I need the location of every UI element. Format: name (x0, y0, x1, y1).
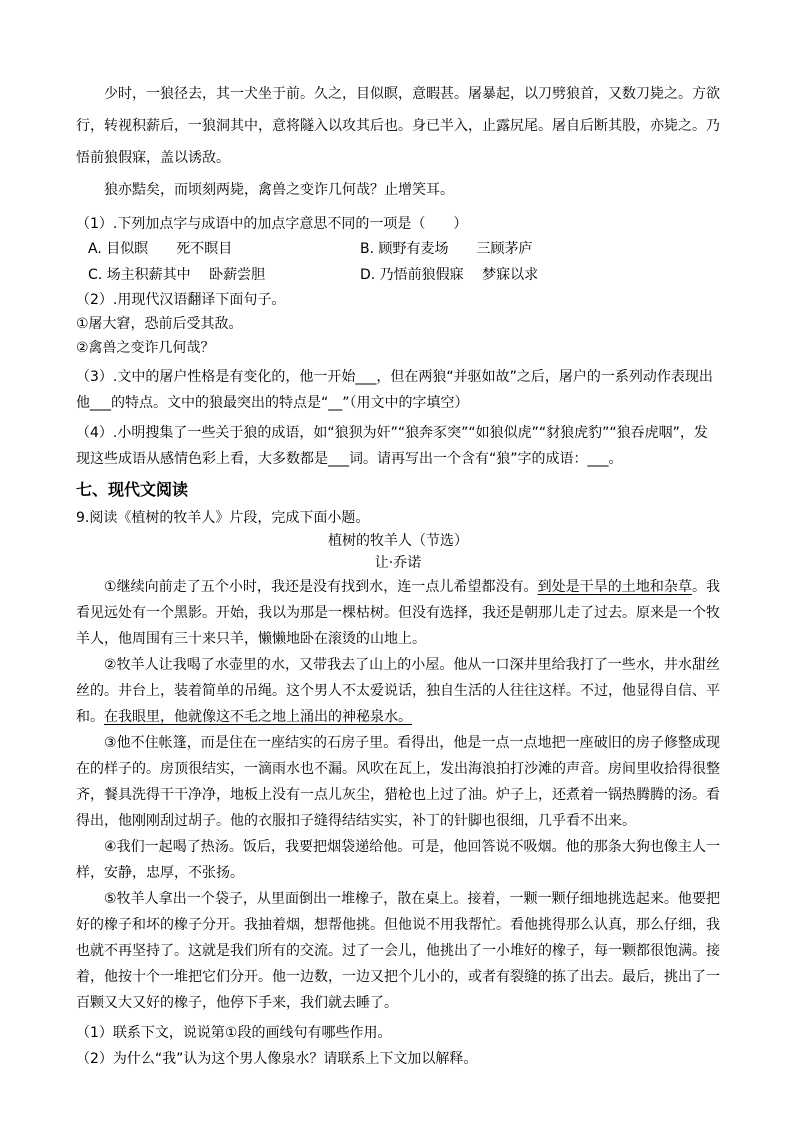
sub-question-1: （1）联系下文，说说第①段的画线句有哪些作用。 (76, 1025, 392, 1041)
question-4: （4）.小明搜集了一些关于狼的成语，如“狼狈为奸”“狼奔豕突”“如狼似虎”“豺狼虎豹”“狼吞虎咽”，发现这些成语从感情色彩上看，大多数都是___词。请再写出一个含有“狼”字的成语：___。 (76, 425, 708, 467)
classical-passage-paragraph-1: 少时，一狼径去，其一犬坐于前。久之，目似瞑，意暇甚。屠暴起，以刀劈狼首，又数刀毙之。方欲行，转视积薪后，一狼洞其中，意将隧入以攻其后也。身已半入，止露尻尾。屠自后断其股，亦毙之。乃悟前狼假寐，盖以诱敌。 (76, 86, 720, 166)
article-author: 让·乔诺 (374, 555, 422, 571)
options-row-2 (76, 262, 720, 288)
options-row-1 (76, 236, 720, 262)
section-heading: 七、现代文阅读 (76, 480, 189, 499)
question-2-sentence-2: ②禽兽之变诈几何哉？ (76, 340, 215, 356)
question-2: （2）.用现代汉语翻译下面句子。 (76, 292, 286, 308)
article-paragraph-3: ③他不住帐篷，而是住在一座结实的石房子里。看得出，他是一点一点地把一座破旧的房子修整成现在的样子的。房顶很结实，一滴雨水也不漏。风吹在瓦上，发出海浪拍打沙滩的声音。房间里收拾得很整齐，餐具洗得干干净净，地板上没有一点儿灰尘，猎枪也上过了油。炉子上，还煮着一锅热腾腾的汤。看得出，他刚刚刮过胡子。他的衣服扣子缝得结结实实，补丁的针脚也很细，几乎看不出来。 (76, 735, 720, 829)
underlined-sentence-1: 到处是干旱的土地和杂草 (537, 579, 692, 595)
option-b: B. 顾野有麦场 三顾茅庐 (360, 241, 533, 257)
page-content (76, 78, 720, 1072)
article-paragraph-2 (76, 652, 720, 730)
option-c: C. 场主积薪其中 卧薪尝胆 (88, 267, 266, 283)
sub-question-2: （2）为什么“我”认为这个男人像泉水？请联系上下文加以解释。 (76, 1051, 478, 1067)
option-a: A. 目似瞑 死不瞑目 (88, 241, 233, 257)
question-3: （3）.文中的屠户性格是有变化的，他一开始___，但在两狼“并驱如故”之后，屠户的一系列动作表现出他___的特点。文中的狼最突出的特点是“__”（用文中的字填空） (76, 369, 713, 411)
reading-intro: 9.阅读《植树的牧羊人》片段，完成下面小题。 (76, 510, 370, 526)
question-2-sentence-1: ①屠大窘，恐前后受其敌。 (76, 316, 243, 332)
article-paragraph-4: ④我们一起喝了热汤。饭后，我要把烟袋递给他。可是，他回答说不吸烟。他的那条大狗也像主人一样，安静，忠厚，不张扬。 (76, 839, 720, 881)
question-1: （1）.下列加点字与成语中的加点字意思不同的一项是（ ） (76, 216, 468, 232)
option-d: D. 乃悟前狼假寐 梦寐以求 (360, 267, 539, 283)
article-paragraph-1-end: 。我看见远处有一个黑影。开始，我以为那是一棵枯树。但没有选择，我还是朝那儿走了过去。原来是一个牧羊人，他周围有三十来只羊，懒懒地卧在滚烫的山地上。 (76, 579, 721, 647)
article-paragraph-1-start: ①继续向前走了五个小时，我还是没有找到水，连一点儿希望都没有。 (104, 579, 538, 595)
article-title: 植树的牧羊人（节选） (328, 533, 468, 549)
classical-passage-paragraph-2: 狼亦黠矣，而顷刻两毙，禽兽之变诈几何哉？止增笑耳。 (104, 182, 454, 198)
article-paragraph-5: ⑤牧羊人拿出一个袋子，从里面倒出一堆橡子，散在桌上。接着，一颗一颗仔细地挑选起来。他要把好的橡子和坏的橡子分开。我抽着烟，想帮他挑。但他说不用我帮忙。看他挑得那么认真，那么仔细，我也就不再坚持了。这就是我们所有的交流。过了一会儿，他挑出了一小堆好的橡子，每一颗都很饱满。接着，他按十个一堆把它们分开。他一边数，一边又把个儿小的，或者有裂缝的拣了出去。最后，挑出了一百颗又大又好的橡子，他停下手来，我们就去睡了。 (76, 891, 720, 1011)
underlined-sentence-2: 在我眼里，他就像这不毛之地上涌出的神秘泉水。 (104, 709, 412, 725)
article-paragraph-1 (76, 574, 720, 652)
article-paragraph-2-start: ②牧羊人让我喝了水壶里的水，又带我去了山上的小屋。他从一口深井里给我打了一些水，井水甜丝丝的。井台上，装着简单的吊绳。这个男人不太爱说话，独自生活的人往往这样。不过，他显得自信、平和。 (76, 657, 720, 725)
